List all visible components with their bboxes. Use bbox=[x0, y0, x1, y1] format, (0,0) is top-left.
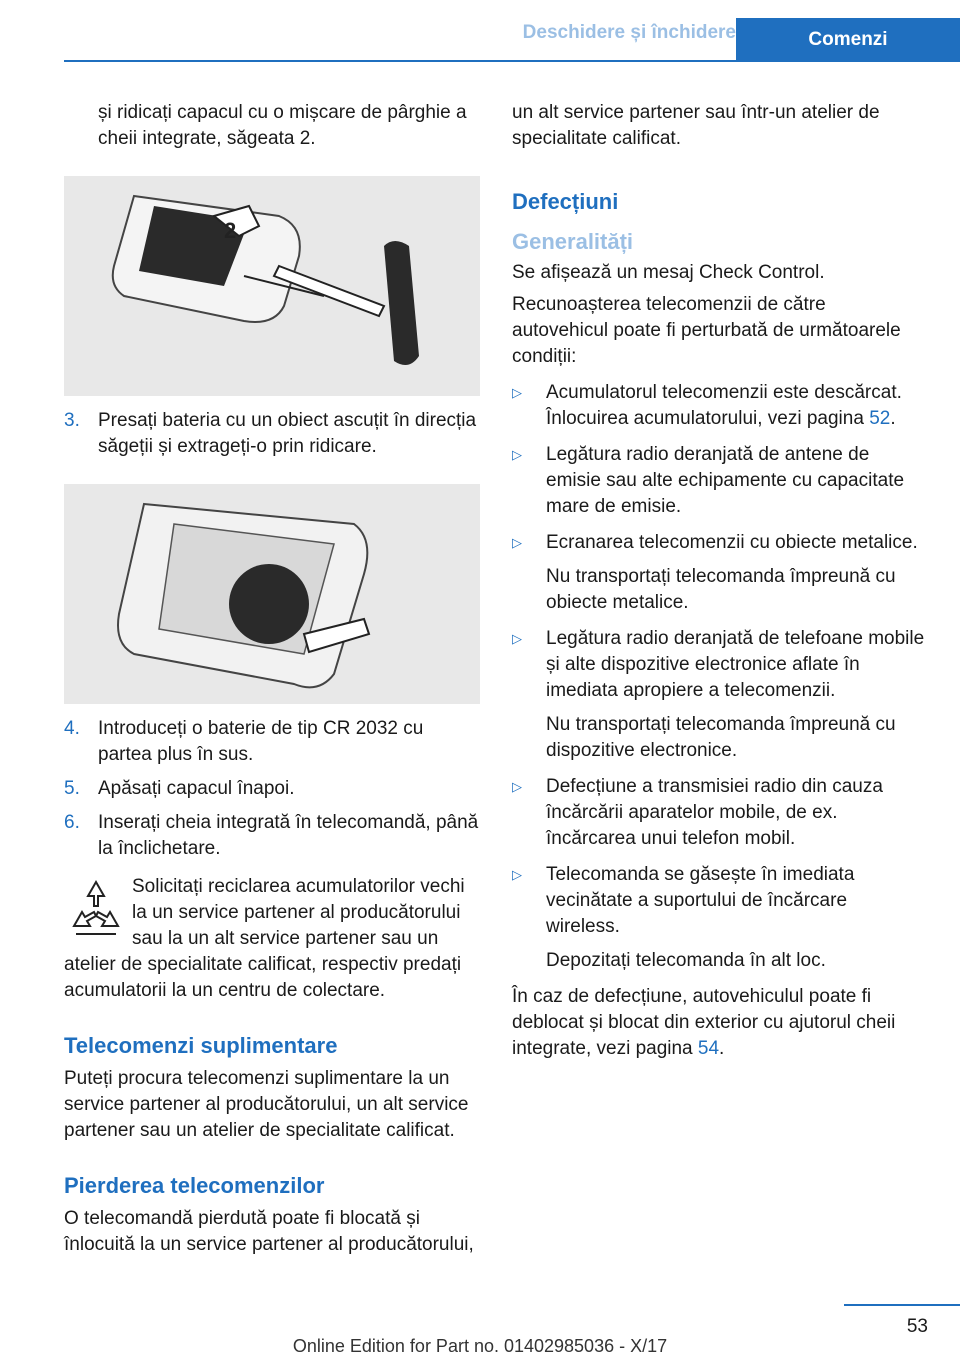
triangle-bullet-icon: ▷ bbox=[512, 779, 522, 794]
arrow-number-label: 2 bbox=[224, 218, 237, 243]
bullet-item: ▷ Telecomanda se găsește în imediata vecinătate a suportului de încărcare wireless. Depozitați telecomanda în alt loc. bbox=[512, 862, 926, 974]
step-3: 3. Presați bateria cu un obiect ascuțit în direcția săgeții și extrageți-o prin ridicare. bbox=[64, 410, 477, 457]
edition-footer: Online Edition for Part no. 01402985036 - X/17 bbox=[292, 1336, 668, 1356]
header-rule bbox=[64, 60, 960, 62]
recycle-text: Solicitați reciclarea acumulatorilor vechi la un service partener al producătorului sau la un alt service partener sau un atelier de specialitate calificat, respectiv predați acumulatorii la un centru de colectare. bbox=[64, 876, 465, 1001]
page-number: 53 bbox=[906, 1316, 928, 1337]
triangle-bullet-icon: ▷ bbox=[512, 385, 522, 400]
loss-text: O telecomandă pierdută poate fi blocată și înlocuită la un service partener al producătorului, bbox=[64, 1208, 474, 1255]
bullet-item: ▷ Legătura radio deranjată de antene de emisie sau alte echipamente cu capacitate mare de emisie. bbox=[512, 442, 926, 520]
triangle-bullet-icon: ▷ bbox=[512, 867, 522, 882]
page-link-52[interactable]: 52 bbox=[869, 408, 891, 429]
recognition-text: Recunoașterea telecomenzii de către autovehicul poate fi perturbată de următoarele condiții: bbox=[512, 294, 901, 367]
step-5: 5. Apăsați capacul înapoi. bbox=[64, 778, 295, 799]
bullet-item: ▷ Defecțiune a transmisiei radio din cauza încărcării aparatelor mobile, de ex. încărcarea unui telefon mobil. bbox=[512, 774, 926, 852]
recycle-icon bbox=[64, 876, 128, 946]
heading-faults: Defecțiuni bbox=[512, 189, 619, 214]
page-link-54[interactable]: 54 bbox=[697, 1038, 720, 1059]
bullet-item: ▷ Acumulatorul telecomenzii este descărcat. Înlocuirea acumulatorului, vezi pagina 52. bbox=[512, 380, 926, 432]
triangle-bullet-icon: ▷ bbox=[512, 631, 522, 646]
heading-general: Generalități bbox=[512, 229, 634, 254]
right-column bbox=[512, 100, 926, 1062]
section-title: Deschidere și închidere bbox=[522, 22, 736, 43]
left-column bbox=[64, 100, 480, 1258]
footer-rule bbox=[844, 1304, 960, 1306]
continued-text: un alt service partener sau într-un atelier de specialitate calificat. bbox=[512, 102, 880, 149]
page-header bbox=[0, 0, 960, 62]
bullet-item: ▷ Ecranarea telecomenzii cu obiecte metalice. Nu transportați telecomanda împreună cu obiecte metalice. bbox=[512, 530, 926, 616]
bullet-note: Depozitați telecomanda în alt loc. bbox=[546, 950, 826, 971]
bullet-note: Nu transportați telecomanda împreună cu obiecte metalice. bbox=[546, 566, 896, 613]
step-4: 4. Introduceți o baterie de tip CR 2032 cu partea plus în sus. bbox=[64, 718, 424, 765]
check-control-text: Se afișează un mesaj Check Control. bbox=[512, 262, 825, 283]
triangle-bullet-icon: ▷ bbox=[512, 447, 522, 462]
chapter-tab[interactable]: Comenzi bbox=[736, 18, 960, 62]
spare-text: Puteți procura telecomenzi suplimentare la un service partener al producătorului, un alt service partener sau un atelier de specialitate calificat. bbox=[64, 1068, 469, 1141]
intro-text: și ridicați capacul cu o mișcare de pârghie a cheii integrate, săgeata 2. bbox=[98, 102, 467, 149]
fault-conclusion: În caz de defecțiune, autovehiculul poate fi deblocat și blocat din exterior cu ajutorul cheii integrate, vezi pagina 54. bbox=[512, 986, 896, 1059]
heading-spare-remotes: Telecomenzi suplimentare bbox=[64, 1033, 338, 1058]
heading-lost-remotes: Pierderea telecomenzilor bbox=[64, 1173, 325, 1198]
key-cover-figure bbox=[64, 176, 480, 396]
bullet-item: ▷ Legătura radio deranjată de telefoane mobile și alte dispozitive electronice aflate în imediata apropiere a telecomenzii. Nu transportați telecomanda împreună cu dispozitive electronice. bbox=[512, 626, 926, 764]
battery-figure bbox=[64, 484, 480, 704]
bullet-note: Nu transportați telecomanda împreună cu dispozitive electronice. bbox=[546, 714, 896, 761]
triangle-bullet-icon: ▷ bbox=[512, 535, 522, 550]
recycle-note bbox=[64, 874, 480, 1004]
step-6: 6. Inserați cheia integrată în telecomandă, până la înclichetare. bbox=[64, 812, 479, 859]
